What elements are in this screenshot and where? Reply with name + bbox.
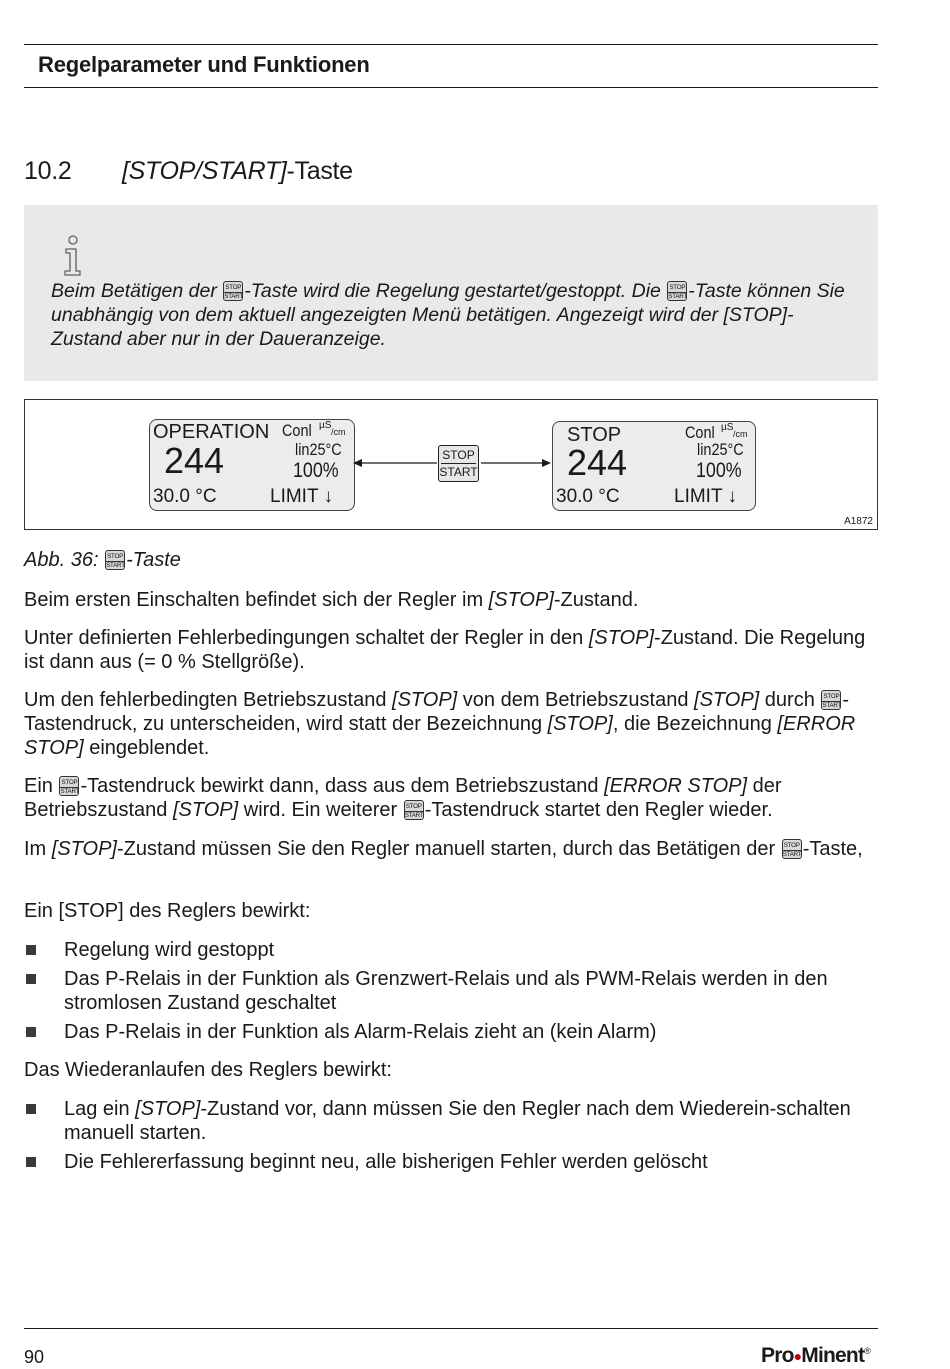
info-note (24, 205, 878, 381)
display-temperature: 30.0 °C (153, 486, 217, 507)
bullet-square-icon (26, 1104, 36, 1114)
paragraph: Um den fehlerbedingten Betriebszustand [STOP] von dem Betriebszustand [STOP] durch STOP START -Tastendruck, zu unterscheiden, wird statt der Bezeichnung [STOP], die Bezeichnung [ERROR STOP] eingeblendet. (24, 689, 856, 759)
bullet-square-icon (26, 974, 36, 984)
display-limit: LIMIT ↓ (270, 486, 333, 507)
display-compensation: lin25°C (295, 440, 342, 459)
display-operation (149, 419, 355, 511)
display-limit: LIMIT ↓ (674, 486, 737, 507)
figure-id: A1872 (844, 516, 873, 527)
figure-stop-start (24, 399, 878, 530)
section-title-key: [STOP/START] (122, 157, 287, 185)
paragraph: Unter definierten Fehlerbedingungen schaltet der Regler in den [STOP]-Zustand. Die Regelung ist dann aus (= 0 % Stellgröße). (24, 627, 866, 673)
page-number: 90 (24, 1347, 45, 1367)
display-mode-label: OPERATION (153, 421, 270, 443)
display-percent: 100% (696, 459, 742, 482)
stop-start-key-icon: STOP START (223, 281, 243, 301)
bullet-square-icon (26, 1027, 36, 1037)
paragraph: Im [STOP]-Zustand müssen Sie den Regler manuell starten, durch das Betätigen der STOP START -Taste, (24, 838, 863, 860)
bullet-square-icon (26, 1157, 36, 1167)
note-text: Beim Betätigen der STOP START -Taste wird die Regelung gestartet/gestoppt. Die STOP START -Taste können Sie unabhängig von dem aktuell angezeigten Menü betätigen. Angezeigt wird der [STOP]-Zustand aber nur in der Daueranzeige. (51, 280, 845, 350)
display-mode-label: STOP (567, 424, 622, 446)
footer-rule (24, 1328, 878, 1329)
display-parameter: Conl (282, 421, 312, 440)
section-number: 10.2 (24, 157, 72, 185)
figure-caption: Abb. 36: STOP START -Taste (24, 549, 181, 571)
paragraph: Das Wiederanlaufen des Reglers bewirkt: (24, 1059, 392, 1081)
info-icon (61, 235, 85, 277)
stop-start-key-icon: STOP START (105, 550, 125, 570)
paragraph: Ein [STOP] des Reglers bewirkt: (24, 900, 311, 922)
display-value: 244 (164, 440, 225, 481)
display-compensation: lin25°C (697, 440, 744, 459)
display-unit-num: µS (721, 422, 734, 433)
prominent-logo: Pro●Minent® (761, 1344, 870, 1367)
stop-start-key-icon: STOP START (59, 776, 79, 796)
stop-start-key-icon: STOP START (404, 800, 424, 820)
stop-start-key-icon: STOP START (821, 690, 841, 710)
display-stop (552, 421, 756, 511)
section-heading (24, 157, 353, 186)
section-title-suffix: -Taste (286, 157, 353, 185)
display-parameter: Conl (685, 423, 715, 442)
stop-start-button-icon: STOP START (438, 445, 479, 482)
paragraph: Ein STOP START -Tastendruck bewirkt dann, dass aus dem Betriebszustand [ERROR STOP] der Betriebszustand [STOP] wird. Ein weiterer STOP START -Tastendruck startet den Regler wieder. (24, 775, 782, 821)
display-unit-den: /cm (733, 429, 748, 439)
running-title: Regelparameter und Funktionen (38, 52, 370, 77)
header-top-rule (24, 44, 878, 45)
display-percent: 100% (293, 459, 339, 482)
stop-start-key-icon: STOP START (667, 281, 687, 301)
display-temperature: 30.0 °C (556, 486, 620, 507)
display-unit-num: µS (319, 420, 332, 431)
stop-start-key-icon: STOP START (782, 839, 802, 859)
paragraph: Beim ersten Einschalten befindet sich der Regler im [STOP]-Zustand. (24, 589, 639, 611)
display-unit-den: /cm (331, 427, 346, 437)
bullet-square-icon (26, 945, 36, 955)
header-bottom-rule (24, 87, 878, 88)
display-value: 244 (567, 442, 628, 483)
